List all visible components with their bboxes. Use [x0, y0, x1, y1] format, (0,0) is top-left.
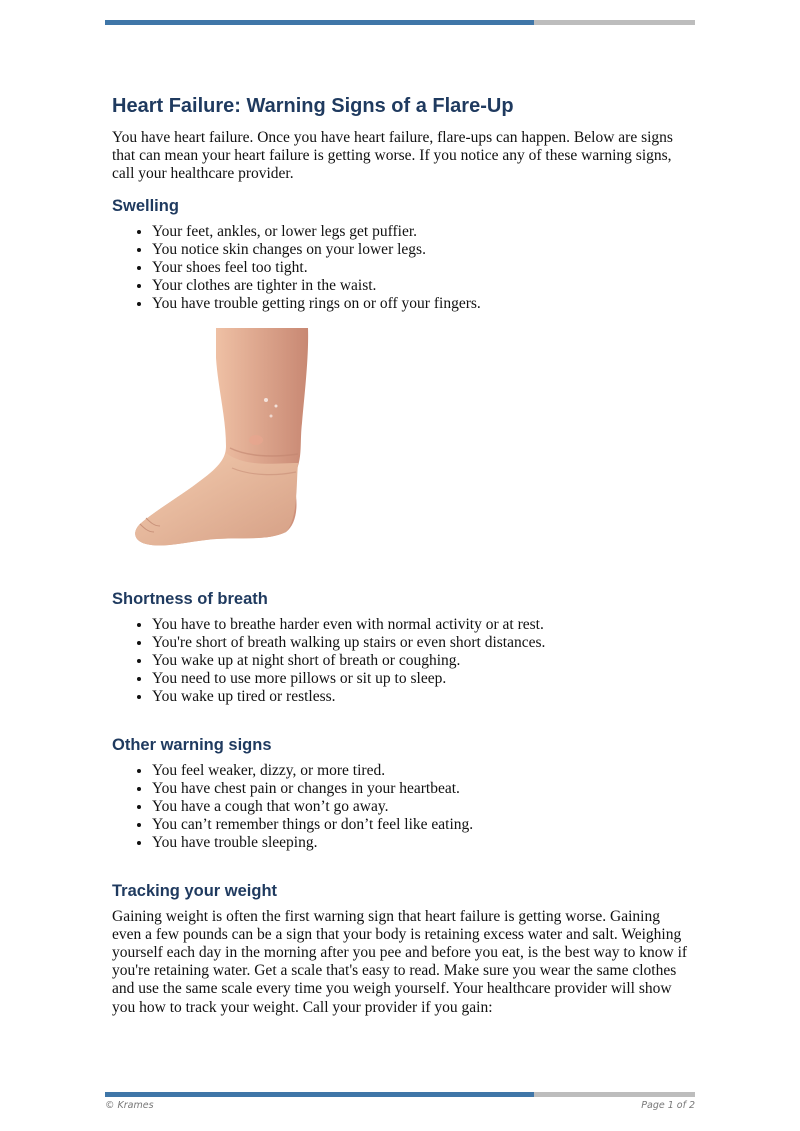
intro-paragraph: You have heart failure. Once you have heart failure, flare-ups can happen. Below are signs that can mean your heart failure is getting worse. If you notice any of these warning signs, call your healthcare provider. — [112, 129, 673, 183]
list-item: • You have a cough that won’t go away. — [152, 798, 692, 816]
list-item: • Your clothes are tighter in the waist. — [152, 277, 692, 295]
page-title: Heart Failure: Warning Signs of a Flare-Up — [112, 95, 514, 117]
list-item: • You feel weaker, dizzy, or more tired. — [152, 762, 692, 780]
list-item: • You have chest pain or changes in your heartbeat. — [152, 780, 692, 798]
bullet-list — [112, 616, 692, 707]
list-item: • You have trouble getting rings on or off your fingers. — [152, 295, 692, 313]
list-item: • You can’t remember things or don’t feel like eating. — [152, 816, 692, 834]
footer-bar-track — [534, 1092, 695, 1097]
list-item: • You notice skin changes on your lower legs. — [152, 241, 692, 259]
swollen-foot-illustration — [126, 328, 326, 560]
list-item: • Your feet, ankles, or lower legs get puffier. — [152, 223, 692, 241]
bullet-list — [112, 223, 692, 314]
footer-progress-bar — [105, 1092, 695, 1097]
weight-paragraph: Gaining weight is often the first warning sign that heart failure is getting worse. Gaining even a few pounds can be a sign that your body is retaining excess water and salt. Weighing yourself each day in the morning after you pee and before you eat, is the best way to know if you're retaining water. Get a scale that's easy to read. Make sure you wear the same clothes and use the same scale every time you weigh yourself. Your healthcare provider will show you how to track your weight. Call your provider if you gain: — [112, 907, 688, 1016]
list-item: • You wake up at night short of breath or coughing. — [152, 652, 692, 670]
copyright-text: © Krames — [105, 1100, 154, 1111]
header-progress-bar — [105, 20, 695, 25]
list-item: • You're short of breath walking up stairs or even short distances. — [152, 634, 692, 652]
section-heading: Other warning signs — [112, 735, 272, 754]
section-heading: Shortness of breath — [112, 589, 268, 608]
section-heading: Swelling — [112, 196, 179, 215]
list-item: • You wake up tired or restless. — [152, 688, 692, 706]
foot-icon — [126, 328, 326, 560]
header-bar-track — [534, 20, 695, 25]
section-shortness-of-breath — [112, 588, 692, 707]
footer-bar-accent — [105, 1092, 534, 1097]
section-tracking-weight — [112, 880, 692, 1017]
list-item: • You have to breathe harder even with normal activity or at rest. — [152, 616, 692, 634]
list-item: • You have trouble sleeping. — [152, 834, 692, 852]
header-bar-accent — [105, 20, 534, 25]
section-swelling — [112, 195, 692, 560]
document-body — [112, 93, 692, 1017]
page-number: Page 1 of 2 — [641, 1100, 695, 1111]
list-item: • You need to use more pillows or sit up to sleep. — [152, 670, 692, 688]
bullet-list — [112, 762, 692, 853]
list-item: • Your shoes feel too tight. — [152, 259, 692, 277]
page-footer — [105, 1100, 695, 1111]
section-other-warning-signs — [112, 734, 692, 853]
section-heading: Tracking your weight — [112, 881, 278, 900]
